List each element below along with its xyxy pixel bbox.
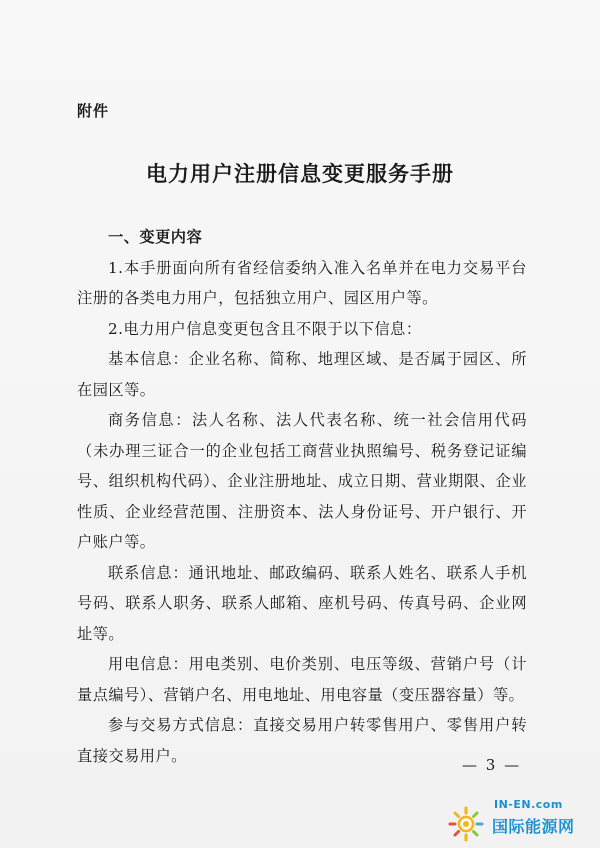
watermark-domain: IN-EN.com <box>494 798 563 811</box>
section-heading: 一、变更内容 <box>108 228 203 246</box>
watermark-name: 国际能源网 <box>492 817 575 836</box>
paragraph-electricity-info: 用电信息：用电类别、电价类别、电压等级、营销户号（计量点编号）、营销户名、用电地址、用电容量（变压器容量）等。 <box>77 655 527 704</box>
paragraph-change-items: 2.电力用户信息变更包含且不限于以下信息： <box>108 319 422 338</box>
page-number: — 3 — <box>462 756 522 774</box>
paragraph-contact-info: 联系信息：通讯地址、邮政编码、联系人姓名、联系人手机号码、联系人职务、联系人邮箱、座机号码、传真号码、企业网址等。 <box>77 563 527 643</box>
sun-logo-icon <box>448 794 496 842</box>
attachment-label: 附件 <box>77 102 110 120</box>
paragraph-basic-info: 基本信息：企业名称、简称、地理区域、是否属于园区、所在园区等。 <box>77 350 527 399</box>
watermark-logo <box>448 790 598 846</box>
document-body <box>77 222 527 771</box>
paragraph-trading-mode-info: 参与交易方式信息：直接交易用户转零售用户、零售用户转直接交易用户。 <box>77 716 527 765</box>
document-title: 电力用户注册信息变更服务手册 <box>146 162 454 186</box>
paragraph-business-info: 商务信息：法人名称、法人代表名称、统一社会信用代码（未办理三证合一的企业包括工商营业执照编号、税务登记证编号、组织机构代码）、企业注册地址、成立日期、营业期限、企业性质、企业经营范围、注册资本、法人身份证号、开户银行、开户账户等。 <box>77 411 527 551</box>
paragraph-scope: 1.本手册面向所有省经信委纳入准入名单并在电力交易平台注册的各类电力用户，包括独立用户、园区用户等。 <box>77 258 527 307</box>
